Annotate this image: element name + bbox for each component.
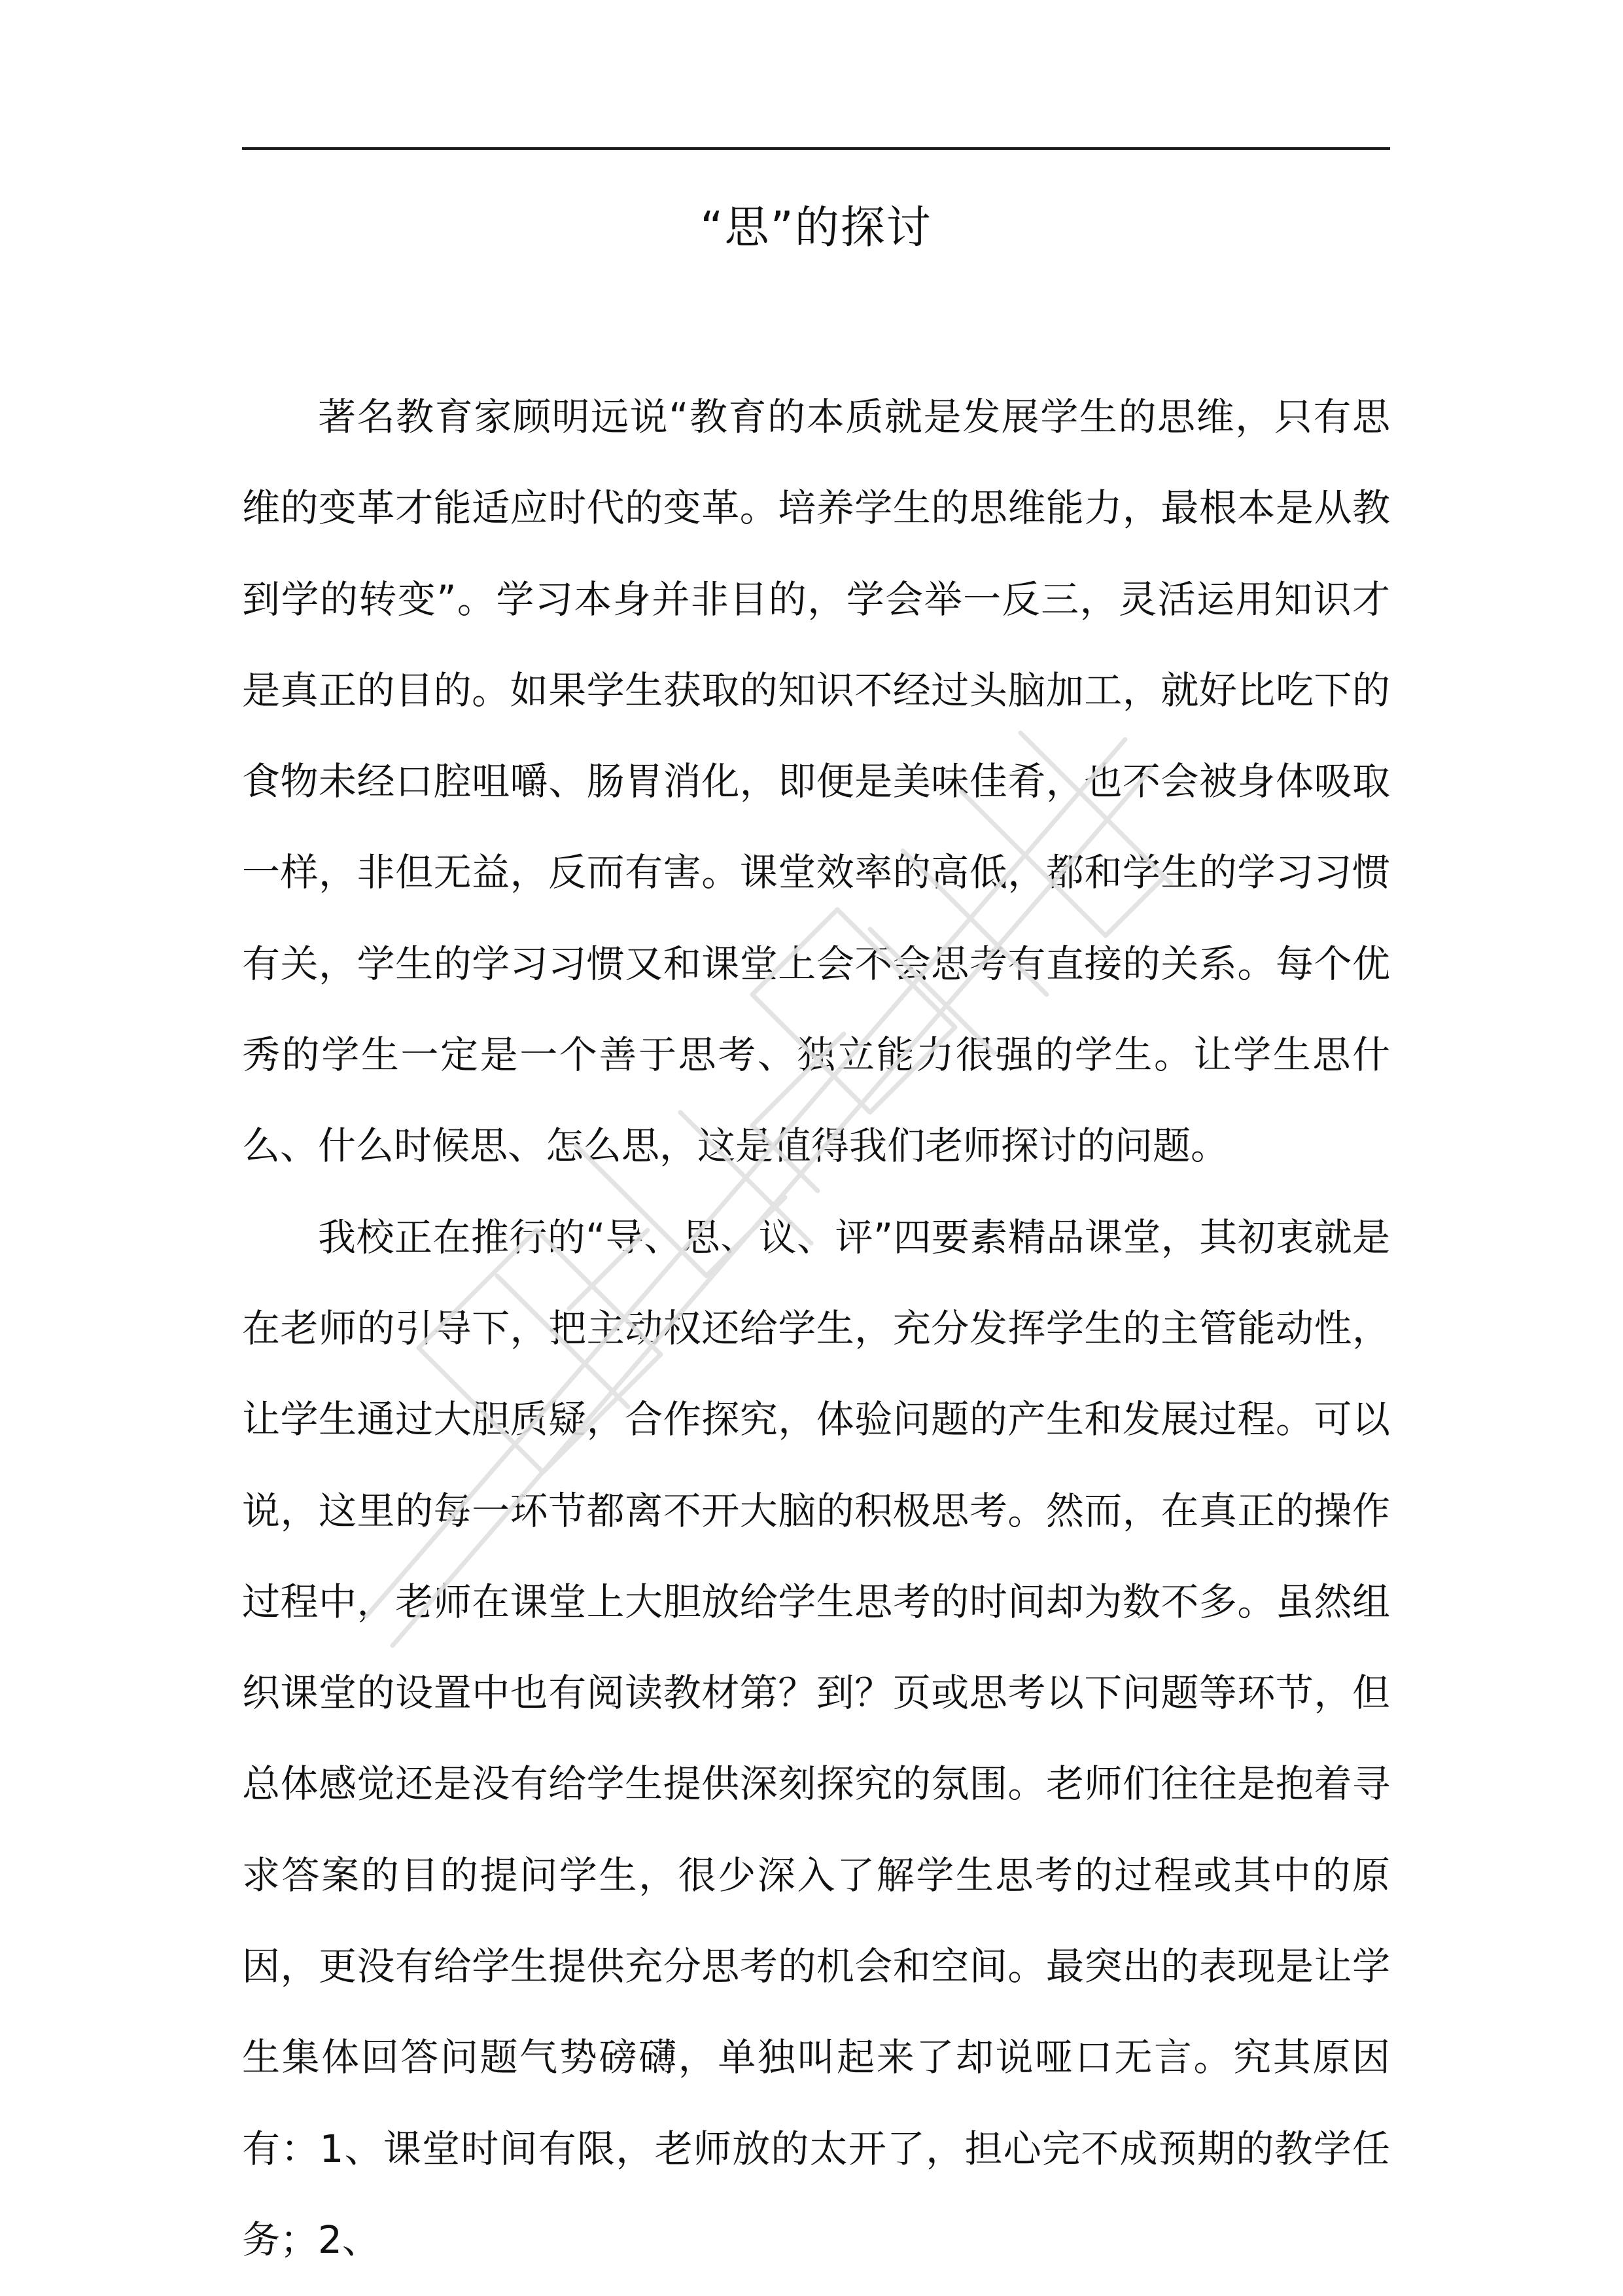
header-rule [242, 147, 1390, 150]
document-title: “思”的探讨 [700, 202, 932, 254]
paragraph-1: 著名教育家顾明远说“教育的本质就是发展学生的思维，只有思维的变革才能适应时代的变革。培养学生的思维能力，最根本是从教到学的转变”。学习本身并非目的，学会举一反三，灵活运用知识才是真正的目的。如果学生获取的知识不经过头脑加工，就好比吃下的食物未经口腔咀嚼、肠胃消化，即便是美味佳肴，也不会被身体吸取一样，非但无益，反而有害。课堂效率的高低，都和学生的学习习惯有关，学生的学习习惯又和课堂上会不会思考有直接的关系。每个优秀的学生一定是一个善于思考、独立能力很强的学生。让学生思什么、什么时候思、怎么思，这是值得我们老师探讨的问题。 [242, 395, 1390, 1169]
paragraph-2: 我校正在推行的“导、思、议、评”四要素精品课堂，其初衷就是在老师的引导下，把主动权还给学生，充分发挥学生的主管能动性，让学生通过大胆质疑，合作探究，体验问题的产生和发展过程。可以说，这里的每一环节都离不开大脑的积极思考。然而，在真正的操作过程中，老师在课堂上大胆放给学生思考的时间却为数不多。虽然组织课堂的设置中也有阅读教材第？到？页或思考以下问题等环节，但总体感觉还是没有给学生提供深刻探究的氛围。老师们往往是抱着寻求答案的目的提问学生，很少深入了解学生思考的过程或其中的原因，更没有给学生提供充分思考的机会和空间。最突出的表现是让学生集体回答问题气势磅礴，单独叫起来了却说哑口无言。究其原因有：1、课堂时间有限，老师放的太开了，担心完不成预期的教学任务；2、 [242, 1214, 1390, 2262]
document-body [242, 372, 1390, 2286]
